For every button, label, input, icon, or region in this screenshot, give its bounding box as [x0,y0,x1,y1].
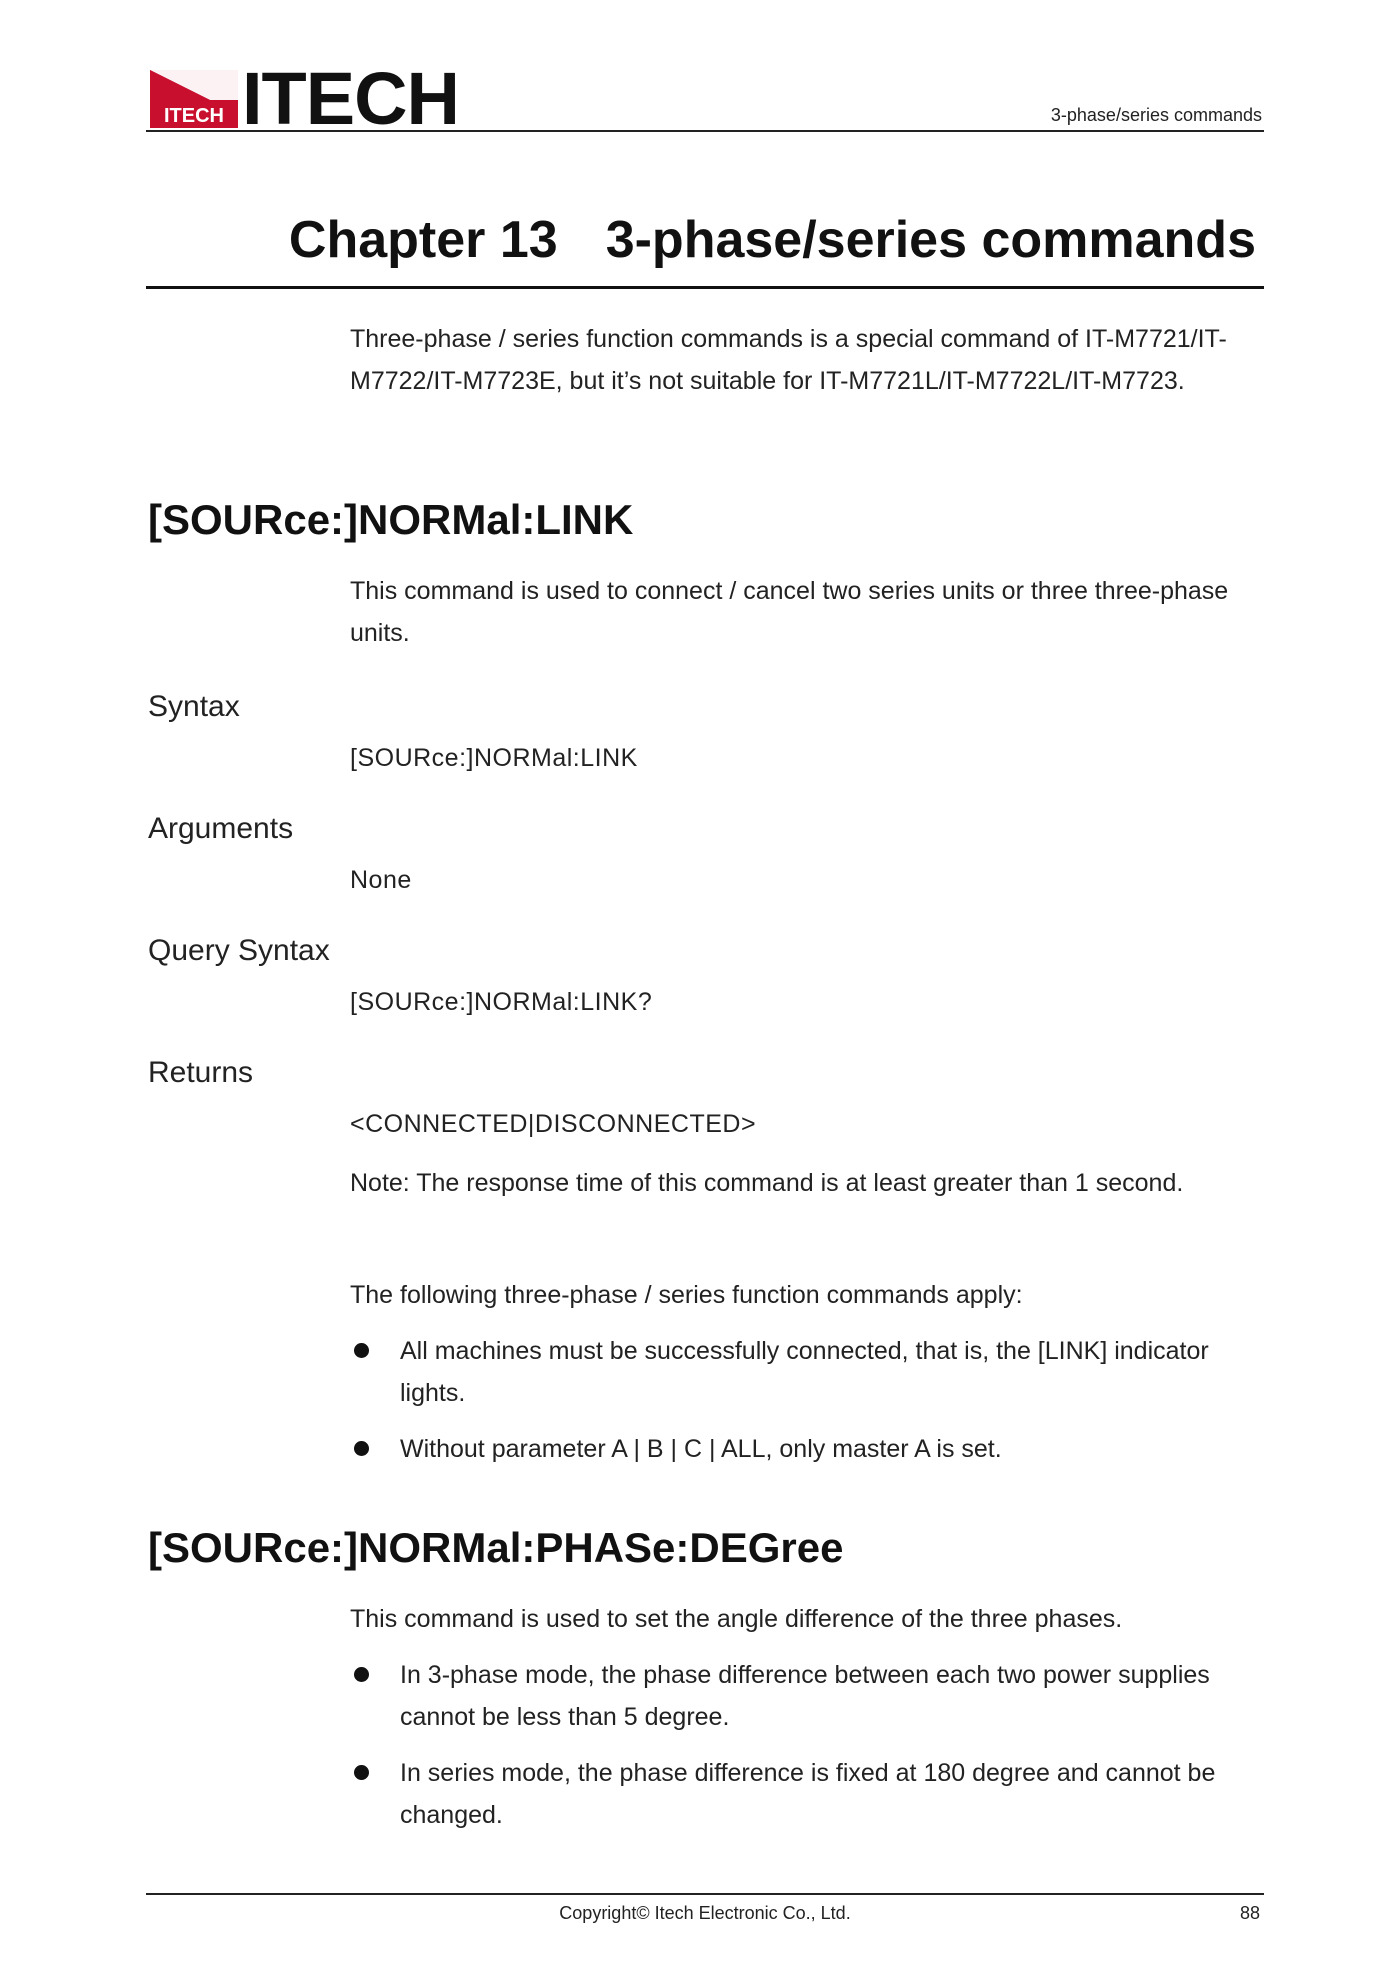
returns-value: <CONNECTED|DISCONNECTED> [350,1110,757,1138]
arguments-value: None [350,866,412,894]
logo-wordmark: ITECH [242,57,459,140]
phase-bullet-list [350,1654,1270,1850]
query-syntax-value: [SOURce:]NORMal:LINK? [350,988,653,1016]
itech-flag-icon [150,70,238,128]
bullet-icon [354,1441,369,1456]
list-item: In 3-phase mode, the phase difference between each two power supplies cannot be less than 5 degree. [350,1654,1270,1738]
bullet-icon [354,1667,369,1682]
response-time-note: Note: The response time of this command is at least greater than 1 second. [350,1169,1184,1197]
phase-section-heading: [SOURce:]NORMal:PHASe:DEGree [148,1524,844,1571]
returns-label: Returns [148,1056,254,1089]
phase-description: This command is used to set the angle difference of the three phases. [350,1605,1123,1633]
chapter-number: Chapter 13 [288,211,558,269]
bullet-icon [354,1765,369,1780]
list-item: In series mode, the phase difference is fixed at 180 degree and cannot be changed. [350,1752,1270,1836]
logo-badge-text: ITECH [164,105,224,127]
link-section-heading: [SOURce:]NORMal:LINK [148,496,634,543]
query-syntax-label: Query Syntax [148,934,330,967]
list-item: All machines must be successfully connected, that is, the [LINK] indicator lights. [350,1330,1270,1414]
chapter-heading [146,196,1264,289]
page-number: 88 [1239,1903,1260,1923]
chapter-intro: Three-phase / series function commands is a special command of IT-M7721/IT-M7722/IT-M7723E, but it’s not suitable for IT-M7721L/IT-M7722L/IT-M7723. [350,325,1227,395]
syntax-value: [SOURce:]NORMal:LINK [350,744,638,772]
bullet-icon [354,1343,369,1358]
chapter-title: 3-phase/series commands [605,211,1256,269]
running-title: 3-phase/series commands [1050,105,1262,125]
itech-logo [150,57,459,140]
page-footer [146,1893,1264,1935]
syntax-label: Syntax [148,690,240,723]
link-description: This command is used to connect / cancel two series units or three three-phase units. [350,577,1229,647]
apply-intro: The following three-phase / series function commands apply: [350,1281,1023,1309]
copyright-text: Copyright© Itech Electronic Co., Ltd. [559,1903,851,1923]
page-header [146,57,1264,140]
arguments-label: Arguments [148,812,294,845]
list-item: Without parameter A | B | C | ALL, only master A is set. [350,1428,1270,1470]
link-bullet-list [350,1330,1270,1484]
